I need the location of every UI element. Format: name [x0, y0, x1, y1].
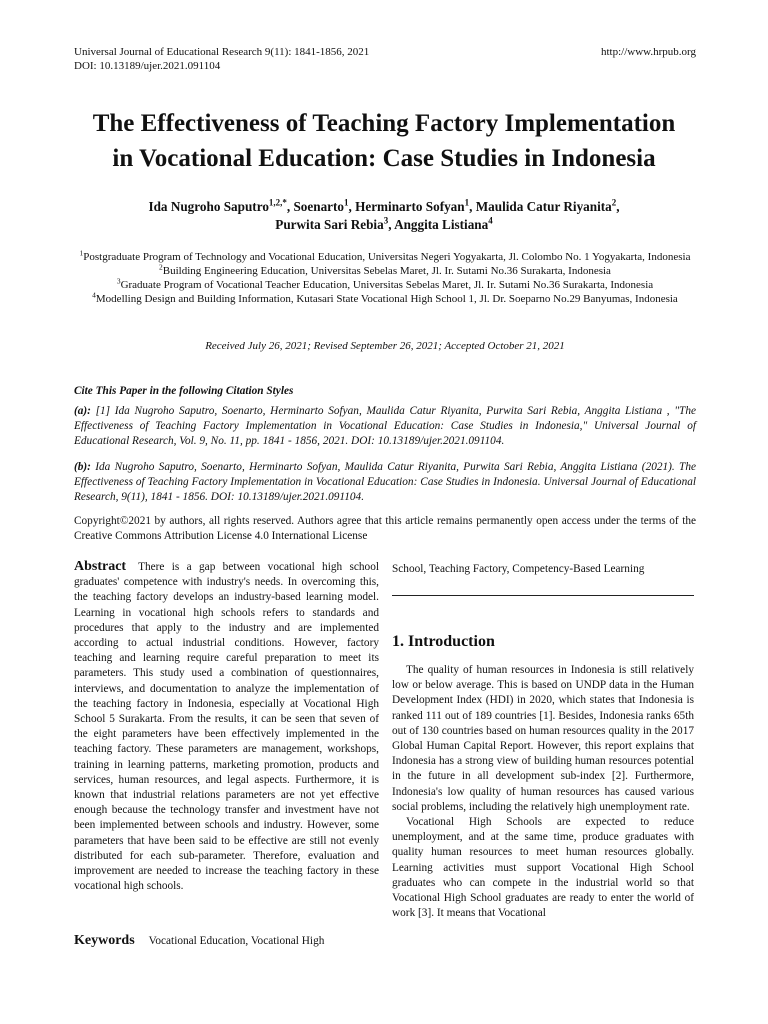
affiliation-item: $^2$Building Engineering Education, Universitas Sebelas Maret, Jl. Ir. Sutami No.36 Surakarta, Indonesia	[159, 262, 611, 277]
citation-a-label: (a):	[74, 405, 91, 417]
author-affiliation-mark: 4	[488, 215, 493, 226]
abstract-section	[74, 559, 379, 894]
author-affiliation-mark: 1	[344, 197, 349, 208]
author-affiliation-mark: 3	[383, 215, 389, 226]
affiliation-list	[74, 250, 696, 306]
citation-b-label: (b):	[74, 461, 91, 473]
section-divider	[392, 595, 694, 596]
journal-citation: Universal Journal of Educational Research 9(11): 1841-1856, 2021	[74, 46, 370, 58]
author-list	[60, 198, 708, 234]
authors-line-2: Purwita Sari Rebia$^3$, Anggita Listiana$^4$	[275, 215, 493, 232]
keywords-continued: School, Teaching Factory, Competency-Based Learning	[392, 563, 645, 575]
citation-heading: Cite This Paper in the following Citation Styles	[74, 385, 294, 397]
citation-a-text: [1] Ida Nugroho Saputro, Soenarto, Herminarto Sofyan, Maulida Catur Riyanita, Purwita Sari Rebia, Anggita Listiana , "The Effectiveness of Teaching Factory Implementation in Vocational Education: Case Studies in Indonesia," Universal Journal of Educational Research, Vol. 9, No. 11, pp. 1841 - 1856, 2021. DOI: 10.13189/ujer.2021.091104.	[74, 405, 697, 447]
author-affiliation-mark: 2	[611, 197, 617, 208]
introduction-paragraph-2: Vocational High Schools are expected to reduce unemployment, and at the same time, produce graduates with quality human resources to meet human resources globally. Learning activities must support Vocational High School graduates who can compete in the industrial world so that Vocational High School graduates are ready to enter the world of work [3]. It means that Vocational	[392, 816, 694, 920]
abstract-text: There is a gap between vocational high school graduates' competence with industry's needs. In overcoming this, the teaching factory develops an industry-based learning model. Learning in vocational high schools refers to standards and procedures that apply to the industry and are implemented according to actual industrial conditions. However, factory teaching and learning require careful preparation to meet its parameters. This study used a combination of questionnaires, interviews, and documentation to analyze the implementation of the teaching factory in Indonesia, especially at Vocational High School 5 Surakarta. From the results, it can be seen that seven of the eight parameters have been effectively implemented in the teaching factory. These parameters are management, workshops, training in learning patterns, marketing promotion, products and services, human resources, and legal aspects. Furthermore, it is known that industrial relations parameters are not yet effective enough because the technology transfer and investment have not been implemented between schools and industry. However, some parameters that have been said to be effective are still not evenly distributed for each sub-parameter. Therefore, evaluation and improvement are needed to increase the teaching factory in these vocational high schools.	[74, 561, 379, 893]
authors-line-1: Ida Nugroho Saputro$^{1,2,*}$, Soenarto$^1$, Herminarto Sofyan$^1$, Maulida Catur Riyanita$^2$,	[148, 197, 620, 214]
author-affiliation-mark: 1,2,*	[268, 197, 287, 208]
author-name: Herminarto Sofyan	[355, 199, 465, 214]
title-line-2: in Vocational Education: Case Studies in Indonesia	[112, 145, 656, 172]
journal-info	[74, 45, 369, 73]
citation-style-b	[74, 460, 696, 505]
abstract-label: Abstract	[74, 559, 127, 574]
introduction-body	[392, 663, 694, 921]
introduction-paragraph-1: The quality of human resources in Indonesia is still relatively low or below average. This is based on UNDP data in the Human Development Index (HDI) in 2020, which states that Indonesia is ranked 111 out of 189 countries [1]. Besides, Indonesia ranks 65th out of 130 countries based on human resources quality in the 2017 Global Human Capital Report. However, this report explains that Indonesia has a strong view of building human resources potential in the future in all development sub-index [2]. Furthermore, Indonesia's low quality of human resources has caused various social problems, including the relatively high unemployment rate.	[392, 664, 694, 813]
keywords-text-part1: Vocational Education, Vocational High	[148, 935, 325, 947]
introduction-heading: 1. Introduction	[392, 633, 495, 650]
citation-style-a	[74, 404, 696, 449]
author-name: Purwita Sari Rebia	[275, 217, 384, 232]
publisher-url[interactable]: http://www.hrpub.org	[600, 46, 696, 58]
affiliation-item: $^3$Graduate Program of Vocational Teacher Education, Universitas Sebelas Maret, Jl. Ir. Sutami No.36 Surakarta, Indonesia	[116, 276, 654, 291]
affiliation-item: $^4$Modelling Design and Building Information, Kutasari State Vocational High School 1, Jl. Dr. Soeparno No.29 Banyumas, Indonesia	[92, 290, 678, 305]
copyright-notice: Copyright©2021 by authors, all rights reserved. Authors agree that this article remains permanently open access under the terms of the Creative Commons Attribution License 4.0 International License	[74, 515, 696, 542]
received-dates: Received July 26, 2021; Revised September 26, 2021; Accepted October 21, 2021	[205, 340, 565, 352]
citation-b-text: Ida Nugroho Saputro, Soenarto, Herminarto Sofyan, Maulida Catur Riyanita, Purwita Sari Rebia, Anggita Listiana (2021). The Effectiveness of Teaching Factory Implementation in Vocational Education: Case Studies in Indonesia. Universal Journal of Educational Research, 9(11), 1841 - 1856. DOI: 10.13189/ujer.2021.091104.	[74, 461, 697, 503]
author-name: Soenarto	[293, 199, 345, 214]
author-name: Ida Nugroho Saputro	[148, 199, 269, 214]
doi-text: DOI: 10.13189/ujer.2021.091104	[74, 60, 221, 72]
keywords-label: Keywords	[74, 933, 135, 948]
author-name: Anggita Listiana	[394, 217, 489, 232]
affiliation-item: $^1$Postgraduate Program of Technology and Vocational Education, Universitas Negeri Yogyakarta, Jl. Colombo No. 1 Yogyakarta, Indonesia	[79, 248, 691, 263]
author-affiliation-mark: 1	[464, 197, 470, 208]
paper-title	[40, 106, 728, 176]
keywords-section	[74, 933, 379, 949]
author-name: Maulida Catur Riyanita	[475, 199, 612, 214]
title-line-1: The Effectiveness of Teaching Factory Implementation	[92, 110, 676, 137]
